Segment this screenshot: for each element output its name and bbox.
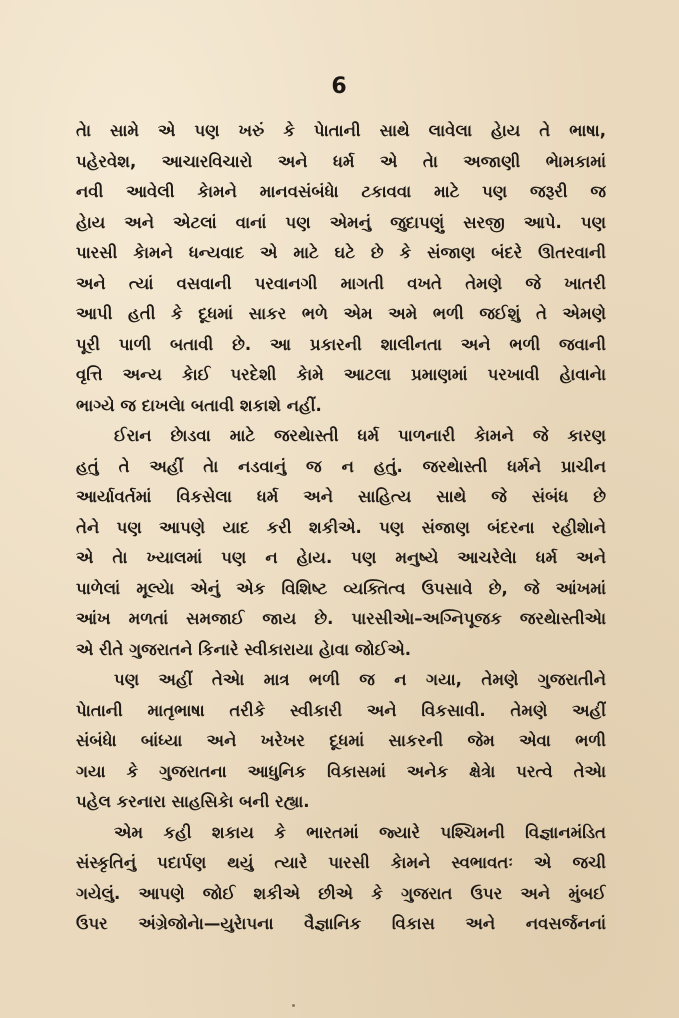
page-number: 6 <box>331 74 348 99</box>
text-line: પાળેલાં મૂલ્યેા એનું એક વિશિષ્ટ વ્યક્તિત્વ ઉપસાવે છે, જે આંખમાં <box>76 578 606 598</box>
text-line: ઉપર અંગ્રેજોનેા—યુરેાપના વૈજ્ઞાનિક વિકાસ અને નવસર્જનનાં <box>76 914 606 933</box>
text-line: ઈરાન છેાડવા માટે જરથેાસ્તી ધર્મ પાળનારી કેામને જે કારણ <box>114 426 606 445</box>
text-line: પણ અહીં તેએા માત્ર ભળી જ ન ગયા, તેમણે ગુજરાતીને <box>114 670 606 689</box>
text-line: વૃત્તિ અન્ય કેાઈ પરદેશી કેામે આટલા પ્રમાણમાં પરખાવી હેાવાનેા <box>76 365 606 384</box>
text-line: તેને પણ આપણે યાદ કરી શકીએ. પણ સંજાણ બંદરના રહીશેાને <box>76 517 606 537</box>
text-line: તેા સામે એ પણ ખરું કે પેાતાની સાથે લાવેલા હેાય તે ભાષા, <box>76 121 606 140</box>
text-line: હેાય અને એટલાં વાનાં પણ એમનું જુદાપણું સરજી આપે. પણ <box>76 212 606 232</box>
text-line: પૂરી પાળી બતાવી છે. આ પ્રકારની શાલીનતા અને ભળી જવાની <box>76 334 606 354</box>
paragraph-1 <box>76 116 606 421</box>
text-line: આંખ મળતાં સમજાઈ જાય છે. પારસીએા–અગ્નિપૂજક જરથેાસ્તીએા <box>76 609 606 628</box>
text-line: ગયેલું. આપણે જોઈ શકીએ છીએ કે ગુજરાત ઉપર અને મુંબઈ <box>76 883 606 903</box>
text-line: આપી હતી કે દૂધમાં સાકર ભળે એમ અમે ભળી જઈશું તે એમણે <box>76 304 606 323</box>
text-line: ગયા કે ગુજરાતના આધુનિક વિકાસમાં અનેક ક્ષેત્રેા પરત્વે તેએા <box>76 761 606 781</box>
text-line: એ તેા ખ્યાલમાં પણ ન હેાય. પણ મનુષ્યે આચરેલેા ધર્મ અને <box>76 548 606 567</box>
text-line: હતું તે અહીં તેા નડવાનું જ ન હતું. જરથેાસ્તી ધર્મને પ્રાચીન <box>76 456 606 476</box>
body-text <box>76 116 606 940</box>
text-line: એ રીતે ગુજરાતને કિનારે સ્વીકારાયા હેાવા જોઈએ. <box>76 639 411 659</box>
text-line: પેાતાની માતૃભાષા તરીકે સ્વીકારી અને વિકસાવી. તેમણે અહીં <box>76 700 606 720</box>
text-line: સંબંધેા બાંધ્યા અને ખરેખર દૂધમાં સાકરની જેમ એવા ભળી <box>76 731 606 750</box>
paragraph-3 <box>76 665 606 818</box>
text-line: સંસ્કૃતિનું પદાર્પણ થયું ત્યારે પારસી કેામને સ્વભાવતઃ એ જચી <box>76 853 606 872</box>
text-line: ભાગ્યે જ દાખલેા બતાવી શકાશે નહીં. <box>76 395 322 415</box>
text-line: પહેલ કરનારા સાહસિકેા બની રહ્યા. <box>76 792 310 811</box>
paragraph-4 <box>76 818 606 940</box>
text-line: આર્યાવર્તમાં વિકસેલા ધર્મ અને સાહિત્ય સાથે જે સંબંધ છે <box>76 487 606 506</box>
text-line: અને ત્યાં વસવાની પરવાનગી માગતી વખતે તેમણે જે ખાતરી <box>76 273 606 293</box>
print-speck <box>292 1004 295 1007</box>
text-line: એમ કહી શકાય કે ભારતમાં જ્યારે પશ્ચિમની વિજ્ઞાનમંડિત <box>114 822 606 842</box>
text-line: પારસી કેામને ધન્યવાદ એ માટે ઘટે છે કે સંજાણ બંદરે ઊતરવાની <box>76 243 606 262</box>
paragraph-2 <box>76 421 606 665</box>
text-line: પહેરવેશ, આચારવિચારો અને ધર્મ એ તેા અજાણી ભેામકામાં <box>76 151 606 171</box>
text-line: નવી આવેલી કેામને માનવસંબંધેા ટકાવવા માટે પણ જરૂરી જ <box>76 182 606 201</box>
